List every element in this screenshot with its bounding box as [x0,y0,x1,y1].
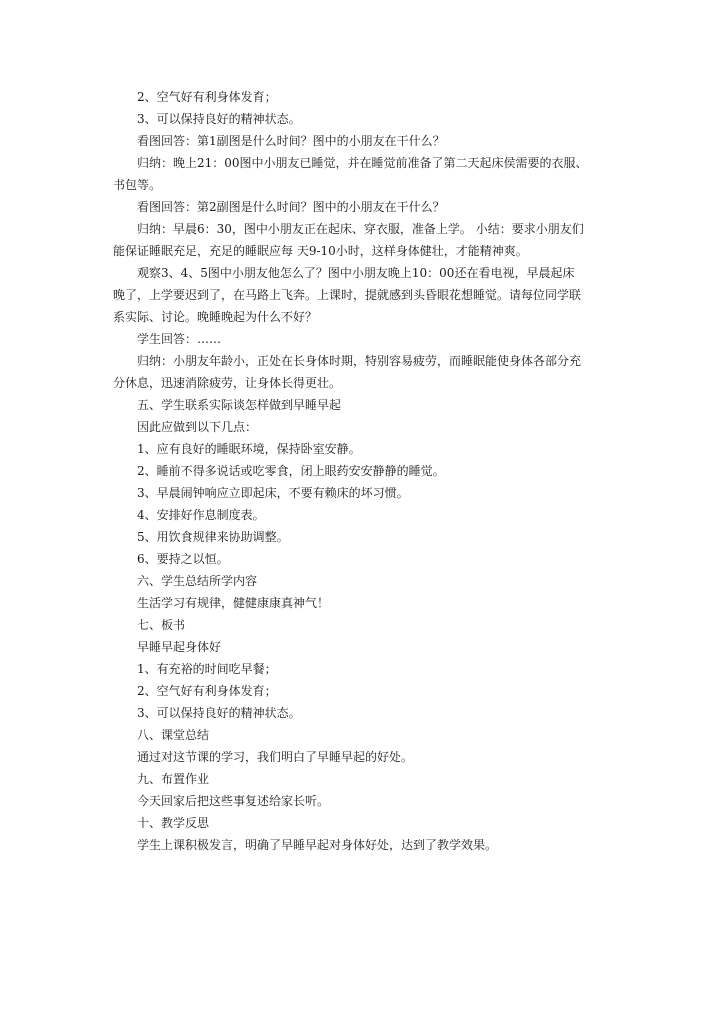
text-line: 能保证睡眠充足，充足的睡眠应每 天9-10小时，这样身体健壮，才能精神爽。 [113,244,528,258]
text-line: 生活学习有规律，健健康康真神气！ [137,596,330,610]
text-line: 六、学生总结所学内容 [137,574,258,588]
text-line: 八、课堂总结 [137,728,210,742]
text-line: 学生回答：…… [137,332,222,346]
text-line: 晚了，上学要迟到了，在马路上飞奔。上课时，提就感到头昏眼花想睡觉。请每位同学联 [113,288,582,302]
text-line: 3、早晨闹钟响应立即起床，不要有赖床的坏习惯。 [137,486,409,500]
text-line: 4、安排好作息制度表。 [137,508,265,522]
document-body [113,86,613,856]
text-line: 2、空气好有利身体发育； [137,684,277,698]
text-line: 五、学生联系实际谈怎样做到早睡早起 [137,398,342,412]
text-line: 因此应做到以下几点： [137,420,258,434]
text-line: 分休息，迅速消除疲劳，让身体长得更壮。 [113,376,342,390]
text-line: 归纳：小朋友年龄小，正处在长身体时期，特别容易疲劳，而睡眠能使身体各部分充 [137,354,582,368]
text-line: 3、可以保持良好的精神状态。 [137,706,301,720]
text-line: 归纳：晚上21：00图中小朋友已睡觉，并在睡觉前准备了第二天起床侯需要的衣服、 [137,156,588,170]
text-line: 九、布置作业 [137,772,210,786]
text-line: 6、要持之以恒。 [137,552,229,566]
text-line: 3、可以保持良好的精神状态。 [137,112,301,126]
text-line: 看图回答：第2副图是什么时间？图中的小朋友在干什么？ [137,200,445,214]
text-line: 早睡早起身体好 [137,640,222,654]
text-line: 今天回家后把这些事复述给家长听。 [137,794,330,808]
text-line: 1、应有良好的睡眠环境，保持卧室安静。 [137,442,361,456]
text-line: 2、空气好有利身体发育； [137,90,277,104]
text-line: 观察3、4、5图中小朋友他怎么了？图中小朋友晚上10：00还在看电视，早晨起床 [137,266,575,280]
text-line: 书包等。 [113,178,162,192]
text-line: 通过对这节课的学习，我们明白了早睡早起的好处。 [137,750,414,764]
text-line: 系实际、讨论。晚睡晚起为什么不好？ [113,310,318,324]
text-line: 2、睡前不得多说话或吃零食，闭上眼药安安静静的睡觉。 [137,464,445,478]
text-line: 归纳：早晨6：30，图中小朋友正在起床、穿衣服，准备上学。 小结：要求小朋友们 [137,222,584,236]
text-line: 1、有充裕的时间吃早餐； [137,662,277,676]
text-line: 七、板书 [137,618,186,632]
text-line: 看图回答：第1副图是什么时间？图中的小朋友在干什么？ [137,134,445,148]
text-line: 十、教学反思 [137,816,210,830]
text-line: 5、用饮食规律来协助调整。 [137,530,289,544]
text-line: 学生上课积极发言，明确了早睡早起对身体好处，达到了教学效果。 [137,838,498,852]
